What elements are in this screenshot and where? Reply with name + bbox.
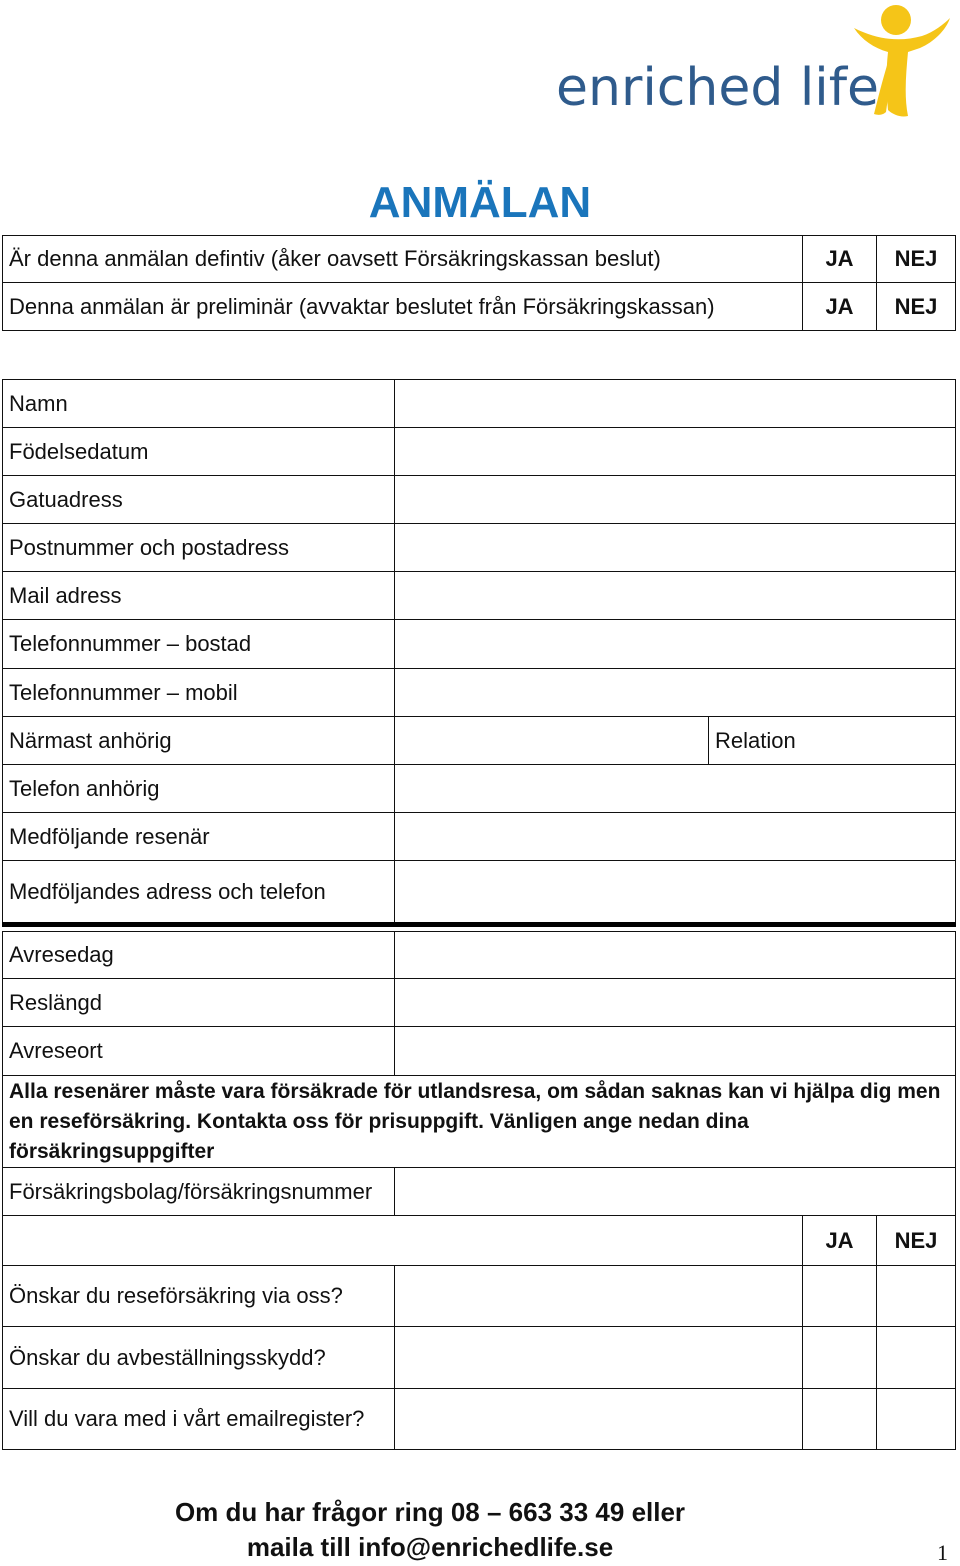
status-row-definitive-yes[interactable]: JA	[802, 235, 877, 283]
field-input-postal[interactable]	[394, 523, 956, 572]
field-input-phone-mobile[interactable]	[394, 668, 956, 717]
field-label-departure-date: Avresedag	[2, 931, 395, 979]
section-divider	[2, 922, 956, 927]
field-input-trip-length[interactable]	[394, 978, 956, 1027]
field-label-trip-length: Reslängd	[2, 978, 395, 1027]
question-travel-insurance-spacer	[394, 1265, 803, 1327]
field-label-next-of-kin: Närmast anhörig	[2, 716, 395, 765]
question-cancellation-yes[interactable]	[802, 1326, 877, 1389]
question-email-register-no[interactable]	[876, 1388, 956, 1450]
field-input-name[interactable]	[394, 379, 956, 428]
options-header-blank	[2, 1215, 803, 1266]
field-label-street: Gatuadress	[2, 475, 395, 524]
status-row-preliminary-label: Denna anmälan är preliminär (avvaktar beslutet från Försäkringskassan)	[2, 282, 803, 331]
question-email-register-spacer	[394, 1388, 803, 1450]
question-travel-insurance-yes[interactable]	[802, 1265, 877, 1327]
field-label-postal: Postnummer och postadress	[2, 523, 395, 572]
field-label-kin-phone: Telefon anhörig	[2, 764, 395, 813]
field-input-email[interactable]	[394, 571, 956, 620]
field-input-companion[interactable]	[394, 812, 956, 861]
question-email-register-yes[interactable]	[802, 1388, 877, 1450]
page-number: 1	[937, 1540, 948, 1565]
field-input-kin-phone[interactable]	[394, 764, 956, 813]
options-header-no: NEJ	[876, 1215, 956, 1266]
field-input-insurance[interactable]	[394, 1167, 956, 1216]
field-label-name: Namn	[2, 379, 395, 428]
field-input-next-of-kin[interactable]	[394, 716, 709, 765]
status-row-definitive-no[interactable]: NEJ	[876, 235, 956, 283]
logo-wordmark: enriched life	[556, 58, 880, 118]
field-input-departure-date[interactable]	[394, 931, 956, 979]
field-label-phone-mobile: Telefonnummer – mobil	[2, 668, 395, 717]
field-label-departure-place: Avreseort	[2, 1026, 395, 1076]
question-email-register: Vill du vara med i vårt emailregister?	[2, 1388, 395, 1450]
options-header-yes: JA	[802, 1215, 877, 1266]
status-row-definitive-label: Är denna anmälan defintiv (åker oavsett Försäkringskassan beslut)	[2, 235, 803, 283]
status-row-preliminary-no[interactable]: NEJ	[876, 282, 956, 331]
field-label-phone-home: Telefonnummer – bostad	[2, 619, 395, 669]
question-cancellation-spacer	[394, 1326, 803, 1389]
footer-line-1: Om du har frågor ring 08 – 663 33 49 eller	[174, 1497, 686, 1527]
logo-figure-icon	[848, 2, 952, 122]
field-label-insurance: Försäkringsbolag/försäkringsnummer	[2, 1167, 395, 1216]
field-input-companion-address[interactable]	[394, 860, 956, 924]
field-relation[interactable]: Relation	[708, 716, 956, 765]
question-travel-insurance: Önskar du reseförsäkring via oss?	[2, 1265, 395, 1327]
status-row-preliminary-yes[interactable]: JA	[802, 282, 877, 331]
insurance-note: Alla resenärer måste vara försäkrade för utlandsresa, om sådan saknas kan vi hjälpa dig men en reseförsäkring. Kontakta oss för prisuppgift. Vänligen ange nedan dina försäkringsuppgifter	[2, 1075, 956, 1168]
page-title: ANMÄLAN	[368, 178, 592, 227]
field-input-phone-home[interactable]	[394, 619, 956, 669]
question-travel-insurance-no[interactable]	[876, 1265, 956, 1327]
field-input-birthdate[interactable]	[394, 427, 956, 476]
field-label-email: Mail adress	[2, 571, 395, 620]
field-input-street[interactable]	[394, 475, 956, 524]
footer-line-2: maila till info@enrichedlife.se	[246, 1532, 614, 1562]
field-label-companion: Medföljande resenär	[2, 812, 395, 861]
question-cancellation-no[interactable]	[876, 1326, 956, 1389]
field-label-birthdate: Födelsedatum	[2, 427, 395, 476]
question-cancellation: Önskar du avbeställningsskydd?	[2, 1326, 395, 1389]
field-label-companion-address: Medföljandes adress och telefon	[2, 860, 395, 924]
field-input-departure-place[interactable]	[394, 1026, 956, 1076]
